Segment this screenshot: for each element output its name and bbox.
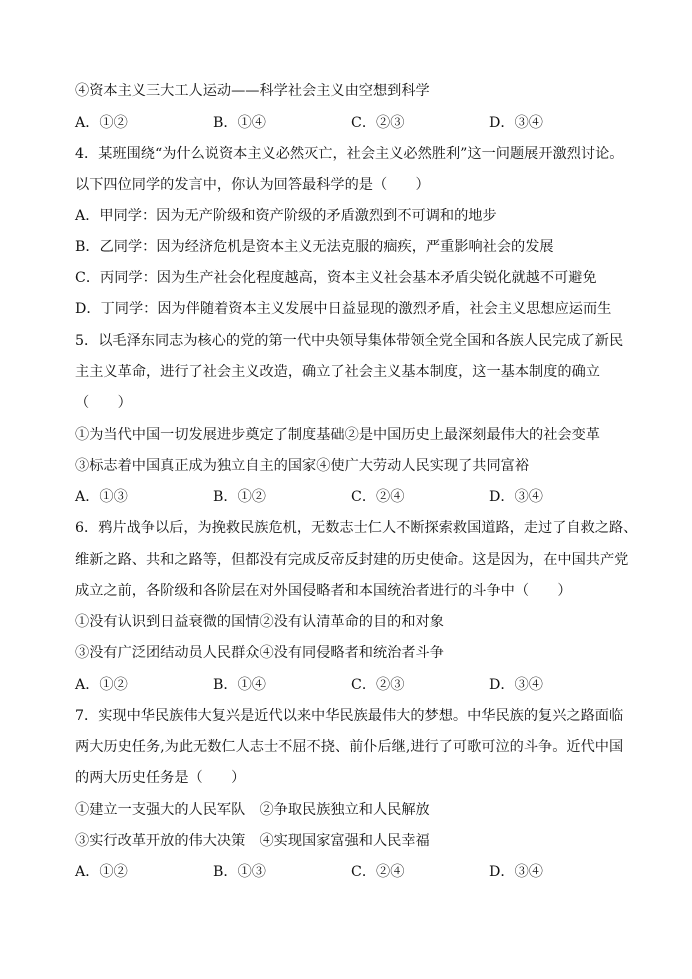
q3-option-c: C．②③ xyxy=(351,115,405,131)
q4-option-b: B．乙同学：因为经济危机是资本主义无法克服的痼疾，严重影响社会的发展 xyxy=(75,239,554,255)
q7-option-a: A．①② xyxy=(75,864,128,880)
q5-option-b: B．①② xyxy=(213,489,266,505)
q6-options xyxy=(75,678,635,694)
q3-item-4: ④资本主义三大工人运动——科学社会主义由空想到科学 xyxy=(75,83,430,99)
q7-items-line-2: ③实行改革开放的伟大决策 ④实现国家富强和人民幸福 xyxy=(75,833,430,849)
q6-option-b: B．①④ xyxy=(213,677,266,693)
q7-items-line-1: ①建立一支强大的人民军队 ②争取民族独立和人民解放 xyxy=(75,802,430,818)
q7-stem-line-3: 的两大历史任务是（ ） xyxy=(75,770,246,786)
q3-option-d: D．③④ xyxy=(489,115,543,131)
q6-option-c: C．②③ xyxy=(351,677,405,693)
q5-option-d: D．③④ xyxy=(489,489,543,505)
q3-options xyxy=(75,116,635,132)
q5-stem-line-2: 主主义革命，进行了社会主义改造，确立了社会主义基本制度，这一基本制度的确立 xyxy=(75,364,600,380)
q6-items-line-1: ①没有认识到日益衰微的国情②没有认清革命的目的和对象 xyxy=(75,614,444,630)
q7-option-d: D．③④ xyxy=(489,864,543,880)
q7-stem-line-1: 7．实现中华民族伟大复兴是近代以来中华民族最伟大的梦想。中华民族的复兴之路面临 xyxy=(75,708,624,724)
q7-option-c: C．②④ xyxy=(351,864,405,880)
q4-stem-line-1: 4．某班围绕“为什么说资本主义必然灭亡，社会主义必然胜利”这一问题展开激烈讨论。 xyxy=(75,146,624,162)
q7-stem-line-2: 两大历史任务,为此无数仁人志士不屈不挠、前仆后继,进行了可歌可泣的斗争。近代中国 xyxy=(75,739,624,755)
q6-items-line-2: ③没有广泛团结动员人民群众④没有同侵略者和统治者斗争 xyxy=(75,645,444,661)
q5-options xyxy=(75,490,635,506)
q4-option-a: A．甲同学：因为无产阶级和资产阶级的矛盾激烈到不可调和的地步 xyxy=(75,208,497,224)
q7-options xyxy=(75,865,635,881)
q5-option-a: A．①③ xyxy=(75,489,128,505)
q5-stem-line-3: （ ） xyxy=(75,395,132,411)
q4-option-c: C．丙同学：因为生产社会化程度越高，资本主义社会基本矛盾尖锐化就越不可避免 xyxy=(75,270,597,286)
q6-option-d: D．③④ xyxy=(489,677,543,693)
q7-option-b: B．①③ xyxy=(213,864,266,880)
q4-stem-line-2: 以下四位同学的发言中，你认为回答最科学的是（ ） xyxy=(75,177,430,193)
q5-stem-line-1: 5．以毛泽东同志为核心的党的第一代中央领导集体带领全党全国和各族人民完成了新民 xyxy=(75,333,624,349)
q3-option-b: B．①④ xyxy=(213,115,266,131)
q5-items-line-2: ③标志着中国真正成为独立自主的国家④使广大劳动人民实现了共同富裕 xyxy=(75,458,530,474)
q5-items-line-1: ①为当代中国一切发展进步奠定了制度基础②是中国历史上最深刻最伟大的社会变革 xyxy=(75,427,600,443)
q6-option-a: A．①② xyxy=(75,677,128,693)
q6-stem-line-3: 成立之前，各阶级和各阶层在对外国侵略者和本国统治者进行的斗争中（ ） xyxy=(75,583,572,599)
q6-stem-line-2: 维新之路、共和之路等，但都没有完成反帝反封建的历史使命。这是因为，在中国共产党 xyxy=(75,552,629,568)
q6-stem-line-1: 6．鸦片战争以后，为挽救民族危机，无数志士仁人不断探索救国道路，走过了自救之路、 xyxy=(75,520,638,536)
q5-option-c: C．②④ xyxy=(351,489,405,505)
q3-option-a: A．①② xyxy=(75,115,128,131)
q4-option-d: D．丁同学：因为伴随着资本主义发展中日益显现的激烈矛盾，社会主义思想应运而生 xyxy=(75,301,612,317)
